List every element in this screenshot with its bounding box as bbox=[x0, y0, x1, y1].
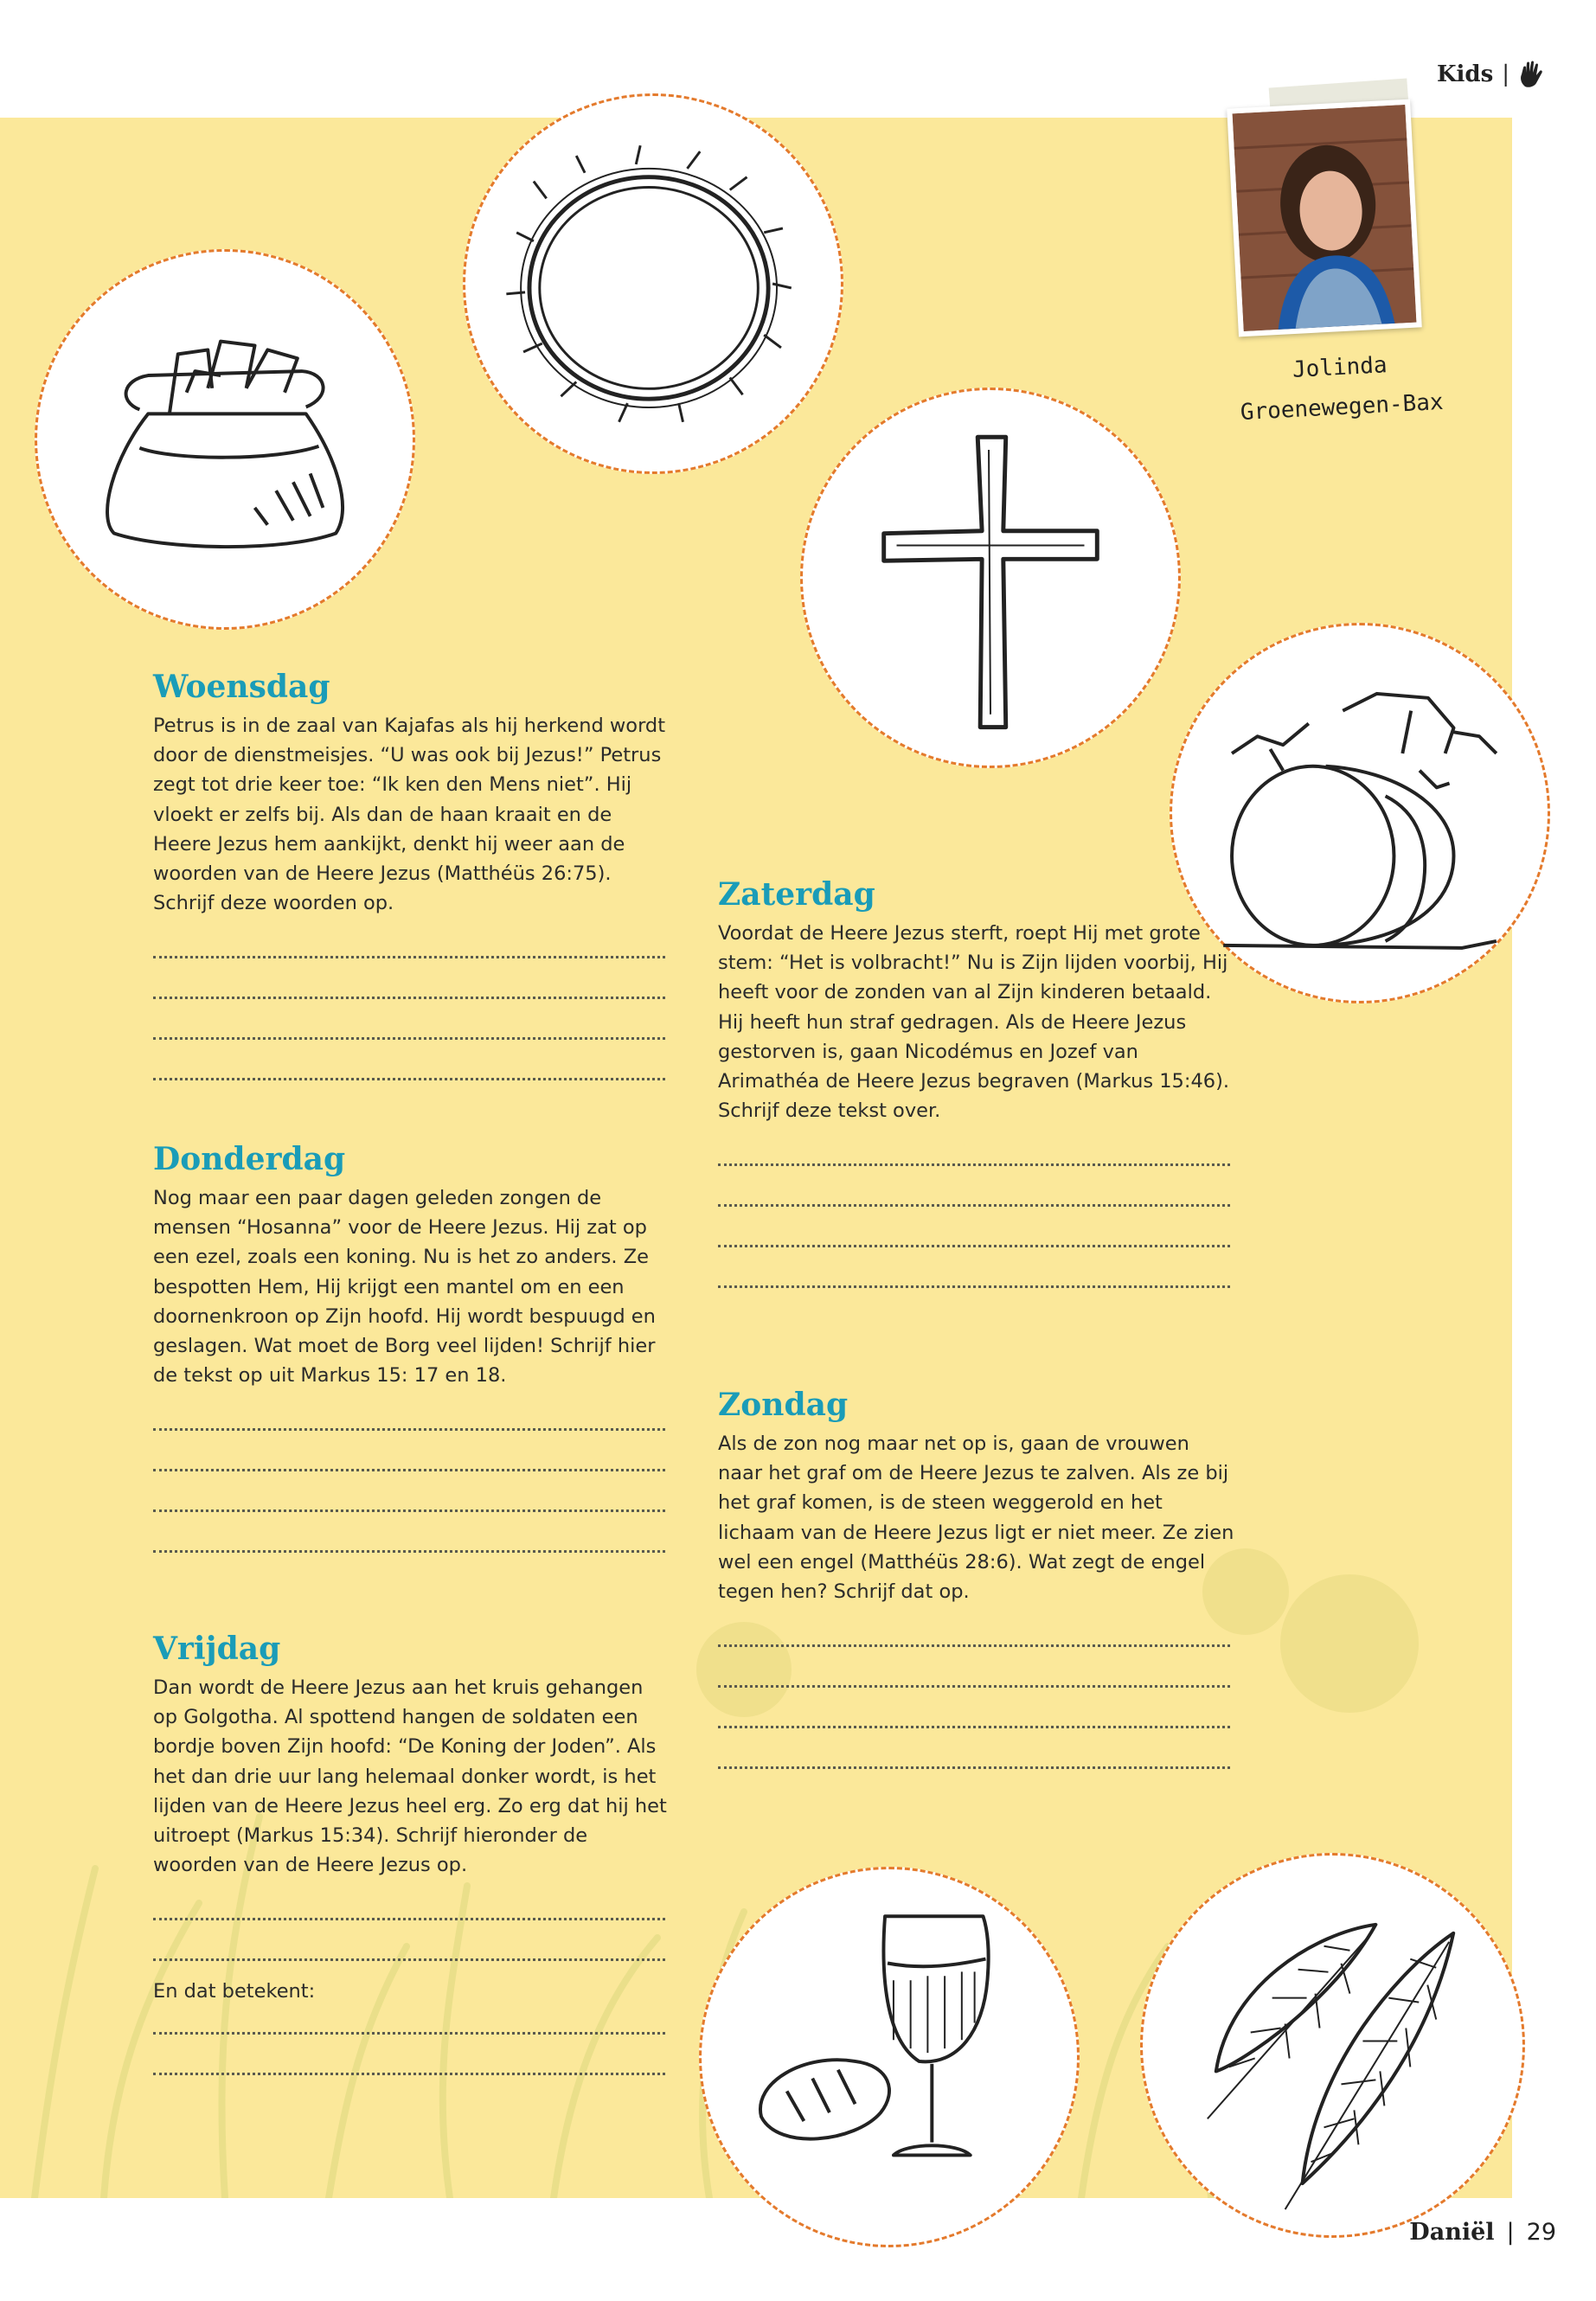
footer-separator: | bbox=[1506, 2219, 1515, 2246]
section-text: Nog maar een paar dagen geleden zongen de mensen “Hosanna” voor de Heere Jezus. Hij zat op een ezel, zoals een koning. Nu is het zo anders. Ze bespotten Hem, Hij krijgt een mantel om en een doornenkroon op Zijn hoofd. Hij wordt bespuugd en geslagen. Wat moet de Borg veel lijden! Schrijf hier de tekst op uit Markus 15: 17 en 18. bbox=[153, 1187, 656, 1388]
cross-circle bbox=[800, 388, 1181, 768]
answer-lines bbox=[718, 1606, 1237, 1769]
answer-line[interactable] bbox=[153, 918, 665, 958]
magazine-name: Daniël bbox=[1409, 2219, 1495, 2246]
answer-line[interactable] bbox=[718, 1247, 1230, 1288]
answer-lines bbox=[153, 918, 672, 1080]
meaning-label: En dat betekent: bbox=[153, 1980, 316, 2003]
section-heading: Zondag bbox=[718, 1387, 849, 1423]
section-heading: Vrijdag bbox=[153, 1631, 281, 1667]
author-photo bbox=[1227, 99, 1422, 337]
answer-line[interactable] bbox=[153, 2035, 665, 2075]
hand-icon bbox=[1518, 61, 1544, 88]
page-number: 29 bbox=[1526, 2219, 1556, 2246]
answer-line[interactable] bbox=[153, 1431, 665, 1471]
section-heading: Donderdag bbox=[153, 1141, 346, 1177]
answer-line[interactable] bbox=[718, 1606, 1230, 1647]
answer-line[interactable] bbox=[718, 1125, 1230, 1166]
section-woensdag bbox=[153, 668, 672, 1080]
section-label: Kids bbox=[1436, 61, 1494, 87]
answer-line[interactable] bbox=[718, 1647, 1230, 1688]
section-text: Als de zon nog maar net op is, gaan de vrouwen naar het graf om de Heere Jezus te zalven. Als ze bij het graf komen, is de steen weggerold en het lichaam van de Heere Jezus ligt er niet meer. Ze zien wel een engel (Matthéüs 28:6). Wat zegt de engel tegen hen? Schrijf dat op. bbox=[718, 1433, 1234, 1604]
section-header bbox=[1437, 61, 1544, 88]
answer-line[interactable] bbox=[153, 1390, 665, 1431]
author-first-name: Jolinda bbox=[1292, 352, 1388, 383]
answer-line[interactable] bbox=[153, 999, 665, 1040]
portrait-image bbox=[1233, 105, 1417, 331]
bread-and-wine-icon bbox=[702, 1869, 1077, 2245]
answer-line[interactable] bbox=[153, 1471, 665, 1512]
header-separator: | bbox=[1502, 61, 1509, 87]
section-donderdag bbox=[153, 1140, 672, 1553]
meaning-lines bbox=[153, 2006, 672, 2075]
section-vrijdag bbox=[153, 1630, 672, 2075]
answer-line[interactable] bbox=[153, 1880, 665, 1920]
answer-lines bbox=[153, 1390, 672, 1553]
answer-line[interactable] bbox=[718, 1166, 1230, 1207]
answer-line[interactable] bbox=[153, 958, 665, 999]
bread-and-wine-circle bbox=[699, 1867, 1080, 2247]
answer-line[interactable] bbox=[153, 1512, 665, 1553]
section-zaterdag bbox=[718, 875, 1237, 1288]
author-last-name: Groenewegen-Bax bbox=[1240, 388, 1445, 426]
section-zondag bbox=[718, 1386, 1237, 1769]
answer-lines bbox=[718, 1125, 1237, 1288]
answer-line[interactable] bbox=[153, 2006, 665, 2035]
page-footer bbox=[1409, 2219, 1556, 2246]
answer-line[interactable] bbox=[718, 1207, 1230, 1247]
cross-icon bbox=[803, 390, 1178, 766]
money-bag-circle bbox=[35, 249, 415, 630]
section-text: Dan wordt de Heere Jezus aan het kruis gehangen op Golgotha. Al spottend hangen de soldaten een bordje boven Zijn hoofd: “De Koning der Joden”. Als het dan drie uur lang helemaal donker wordt, is het lijden van de Heere Jezus heel erg. Zo erg dat hij het uitroept (Markus 15:34). Schrijf hieronder de woorden van de Heere Jezus op. bbox=[153, 1676, 667, 1877]
answer-line[interactable] bbox=[718, 1688, 1230, 1728]
money-bag-icon bbox=[37, 252, 413, 627]
section-heading: Zaterdag bbox=[718, 876, 875, 913]
answer-line[interactable] bbox=[718, 1728, 1230, 1769]
section-text: Petrus is in de zaal van Kajafas als hij herkend wordt door de dienstmeisjes. “U was ook bij Jezus!” Petrus zegt tot drie keer toe: “Ik ken den Mens niet”. Hij vloekt er zelfs bij. Als dan de haan kraait en de Heere Jezus hem aankijkt, denkt hij weer aan de woorden van de Heere Jezus (Matthéüs 26:75). Schrijf deze woorden op. bbox=[153, 715, 666, 915]
section-heading: Woensdag bbox=[153, 669, 330, 705]
palm-leaves-circle bbox=[1140, 1853, 1525, 2238]
author-name bbox=[1201, 341, 1481, 435]
answer-line[interactable] bbox=[153, 1920, 665, 1961]
answer-lines bbox=[153, 1880, 672, 1961]
crown-of-thorns-icon bbox=[465, 96, 841, 471]
palm-leaves-icon bbox=[1143, 1856, 1522, 2235]
crown-of-thorns-circle bbox=[463, 93, 843, 474]
answer-line[interactable] bbox=[153, 1040, 665, 1080]
section-text: Voordat de Heere Jezus sterft, roept Hij met grote stem: “Het is volbracht!” Nu is Zijn lijden voorbij, Hij heeft voor de zonden van al Zijn kinderen betaald. Hij heeft hun straf gedragen. Als de Heere Jezus gestorven is, gaan Nicodémus en Jozef van Arimathéa de Heere Jezus begraven (Markus 15:46). Schrijf deze tekst over. bbox=[718, 922, 1230, 1123]
